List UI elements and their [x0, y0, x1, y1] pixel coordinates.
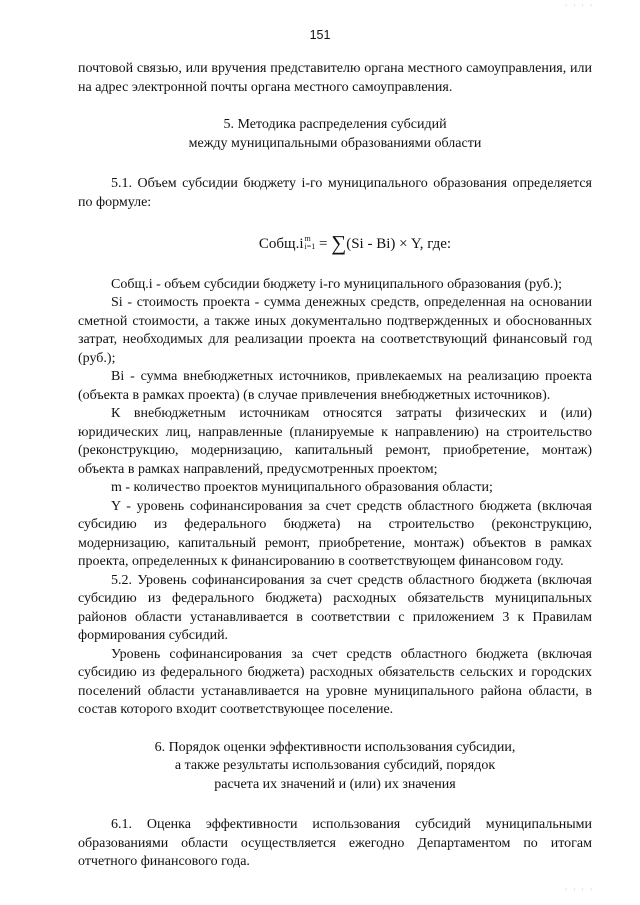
- paragraph-5-2: 5.2. Уровень софинансирования за счет средств областного бюджета (включая субсидию из федерального бюджета) расходных обязательств муниципальных районов области устанавливается в соответствии с приложением 3 к Правилам формирования субсидий.: [78, 572, 592, 643]
- definition-bi: Bi - сумма внебюджетных источников, привлекаемых на реализацию проекта (объекта в рамках проекта) (в случае привлечения внебюджетных источников).: [78, 369, 592, 403]
- definition-si: Si - стоимость проекта - сумма денежных средств, определенная на основании сметной стоимости, а также иных документально подтвержденных и обоснованных затрат, необходимых для реализации проекта на соответствующий финансовый год (руб.);: [78, 295, 592, 366]
- scan-mark-top: · · · ·: [565, 2, 595, 9]
- formula-limits: [305, 235, 316, 251]
- section-5-heading-line-2: между муниципальными образованиями области: [188, 135, 482, 151]
- formula-tail: Y, где:: [410, 236, 452, 252]
- section-5-heading: [78, 116, 592, 153]
- paragraph-5-2-settlements: Уровень софинансирования за счет средств областного бюджета (включая субсидию из федерального бюджета) расходных обязательств сельских и городских поселений области устанавливается на уровне муниципального района области, в состав которого входит соответствующее поселение.: [78, 646, 592, 717]
- subsidy-formula: [118, 232, 592, 254]
- page-number: 151: [309, 28, 331, 42]
- sigma-icon: ∑: [331, 231, 347, 255]
- definition-s-total: Собщ.i - объем субсидии бюджету i-го муниципального образования (руб.);: [111, 276, 562, 292]
- paragraph-5-1: 5.1. Объем субсидии бюджету i-го муниципального образования определяется по формуле:: [78, 176, 592, 210]
- section-6-heading: [78, 739, 592, 795]
- formula-sup: m: [304, 233, 311, 243]
- scan-mark-bottom: · · · ·: [565, 886, 595, 893]
- definition-y: Y - уровень софинансирования за счет средств областного бюджета (включая субсидию из федерального бюджета) на строительство (реконструкцию, модернизацию, капитальный ремонт, приобретение, монтаж) объектов в рамках проекта, определенных к финансированию в соответствующем финансовом году.: [78, 498, 592, 569]
- paragraph-6-1: 6.1. Оценка эффективности использования субсидий муниципальными образованиями области осуществляется ежегодно Департаментом по итогам отчетного финансового года.: [78, 817, 592, 869]
- formula-times: ×: [399, 236, 408, 252]
- definition-m: m - количество проектов муниципального образования области;: [111, 480, 493, 495]
- definition-extrabudgetary: К внебюджетным источникам относятся затраты физических и (или) юридических лиц, направленные (планируемые к направлению) на строительство (реконструкцию, модернизацию, капитальный ремонт, приобретение, монтаж) объекта в рамках направлений, предусмотренных проектом;: [78, 406, 592, 477]
- section-5-heading-line-1: 5. Методика распределения субсидий: [223, 117, 447, 132]
- formula-equals: =: [319, 236, 328, 252]
- section-6-heading-line-3: расчета их значений и (или) их значения: [214, 776, 456, 792]
- formula-lhs: Собщ.i: [258, 236, 304, 252]
- section-6-heading-line-2: а также результаты использования субсидий, порядок: [174, 758, 496, 773]
- section-6-heading-line-1: 6. Порядок оценки эффективности использования субсидии,: [154, 739, 516, 755]
- formula-body: (Si - Bi): [346, 236, 396, 252]
- document-body: [78, 60, 592, 872]
- intro-paragraph: почтовой связью, или вручения представителю органа местного самоуправления, или на адрес электронной почты органа местного самоуправления.: [78, 61, 592, 95]
- formula-sub: i=1: [304, 241, 316, 251]
